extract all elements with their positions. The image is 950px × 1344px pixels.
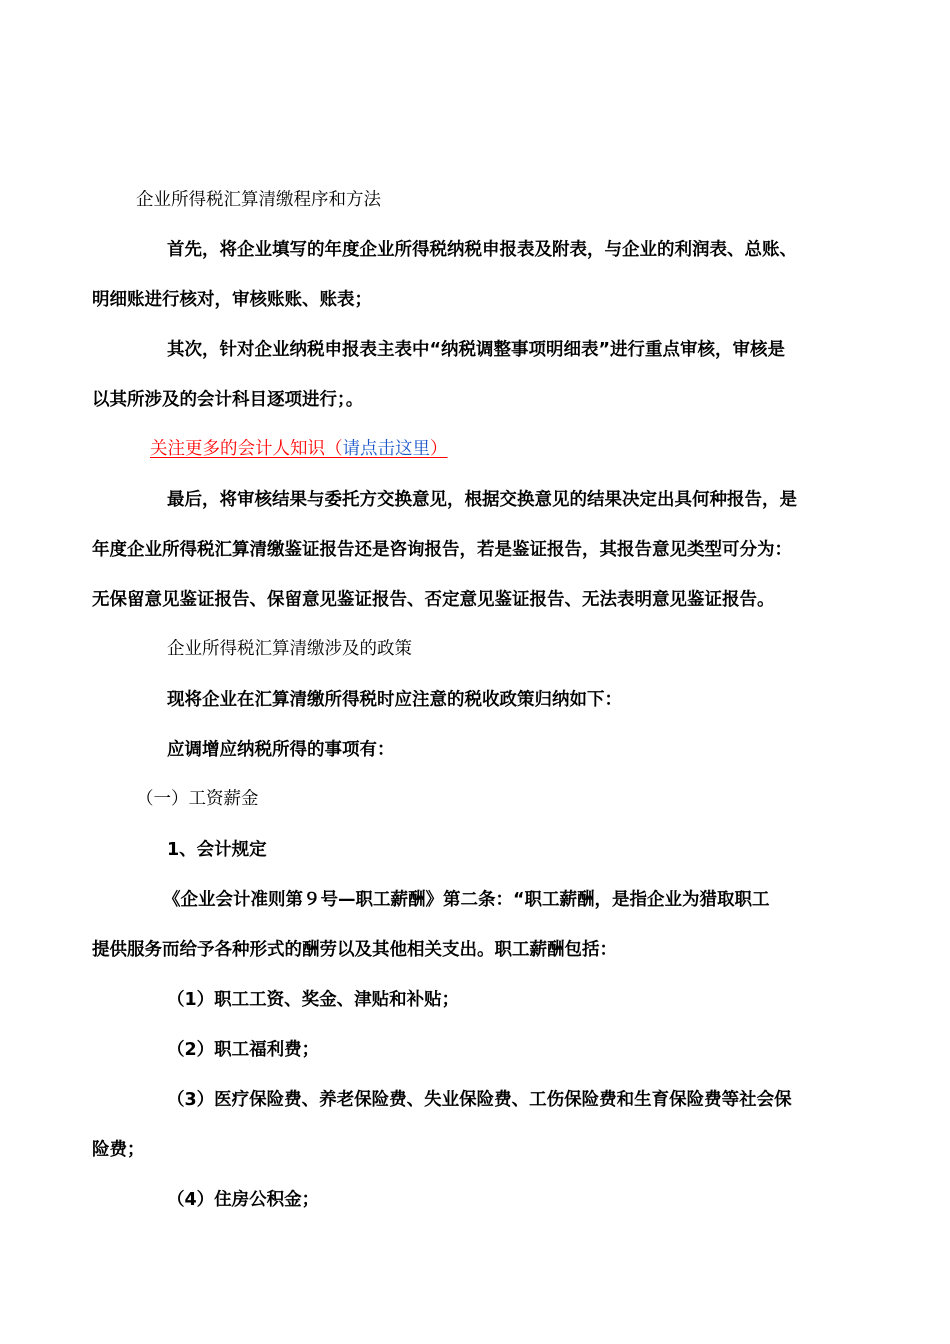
promo-link-line[interactable] [150,437,462,461]
paragraph-standard-line1: 《企业会计准则第９号—职工薪酬》第二条：“职工薪酬，是指企业为猎取职工 [163,890,770,910]
paragraph-standard-line2: 提供服务而给予各种形式的酬劳以及其他相关支出。职工薪酬包括： [92,940,617,960]
list-item: （1）职工工资、奖金、津贴和补贴； [167,990,460,1010]
doc-title: 企业所得税汇算清缴程序和方法 [136,190,381,210]
list-item: （3）医疗保险费、养老保险费、失业保险费、工伤保险费和生育保险费等社会保 [167,1090,792,1110]
list-item-continuation: 险费； [92,1140,145,1160]
paragraph-first-line1: 首先，将企业填写的年度企业所得税纳税申报表及附表，与企业的利润表、总账、 [167,240,797,260]
paragraph-second-line1: 其次，针对企业纳税申报表主表中“纳税调整事项明细表”进行重点审核，审核是 [167,340,786,360]
list-item: （4）住房公积金； [167,1190,320,1210]
section-policy-title: 企业所得税汇算清缴涉及的政策 [167,639,412,659]
sub-accounting-rule: 1、会计规定 [167,840,267,860]
promo-suffix: ） [430,439,448,459]
promo-link[interactable]: 请点击这里 [342,439,430,459]
promo-prefix: 关注更多的会计人知识（ [150,439,343,459]
list-item: （2）职工福利费； [167,1040,320,1060]
paragraph-increase-items: 应调增应纳税所得的事项有： [167,740,395,760]
paragraph-policy-intro: 现将企业在汇算清缴所得税时应注意的税收政策归纳如下： [167,690,622,710]
paragraph-first-line2: 明细账进行核对，审核账账、账表； [92,290,372,310]
paragraph-second-line2: 以其所涉及的会计科目逐项进行；。 [92,390,364,410]
item-wages-heading: （一）工资薪金 [136,789,259,809]
paragraph-third-line2: 年度企业所得税汇算清缴鉴证报告还是咨询报告，若是鉴证报告，其报告意见类型可分为： [92,540,792,560]
paragraph-third-line1: 最后，将审核结果与委托方交换意见，根据交换意见的结果决定出具何种报告，是 [167,490,797,510]
paragraph-third-line3: 无保留意见鉴证报告、保留意见鉴证报告、否定意见鉴证报告、无法表明意见鉴证报告。 [92,590,775,610]
